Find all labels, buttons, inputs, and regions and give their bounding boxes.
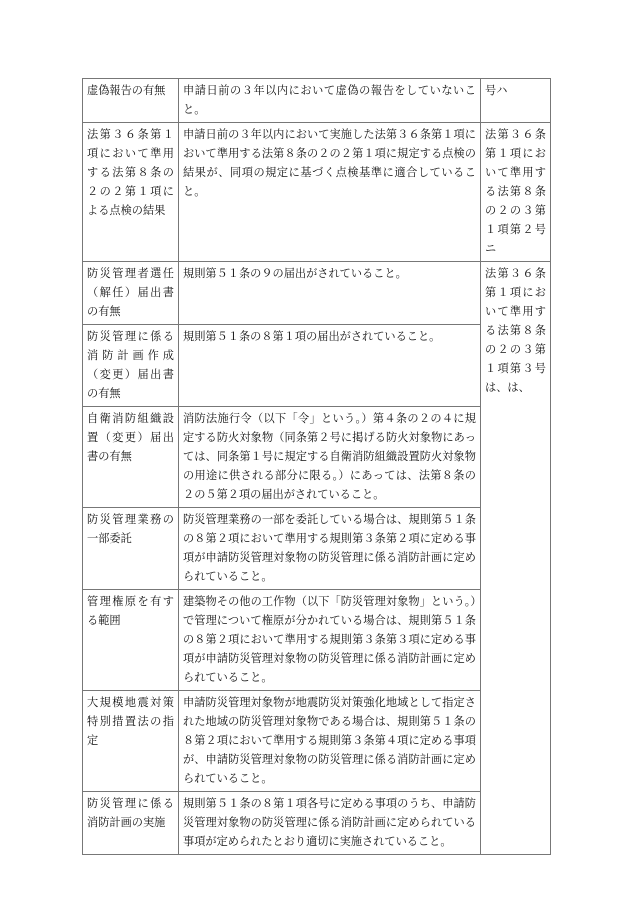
table-row bbox=[83, 508, 551, 590]
table-row bbox=[83, 792, 551, 855]
standard-cell: 防災管理業務の一部を委託している場合は、規則第５１条の８第２項において準用する規則第３条第２項に定める事項が申請防災管理対象物の防災管理に係る消防計画に定められていること。 bbox=[179, 508, 481, 590]
table-row bbox=[83, 262, 551, 325]
item-cell: 虚偽報告の有無 bbox=[83, 79, 179, 123]
item-cell: 法第３６条第１項において準用する法第８条の２の２第１項による点検の結果 bbox=[83, 123, 179, 262]
item-cell: 防災管理に係る消防計画の実施 bbox=[83, 792, 179, 855]
item-cell: 防災管理に係る消防計画作成（変更）届出書の有無 bbox=[83, 325, 179, 407]
standard-cell: 申請日前の３年以内において虚偽の報告をしていないこと。 bbox=[179, 79, 481, 123]
item-cell: 自衛消防組織設置（変更）届出書の有無 bbox=[83, 407, 179, 508]
standard-cell: 申請防災管理対象物が地震防災対策強化地域として指定された地域の防災管理対象物である場合は、規則第５１条の８第２項において準用する規則第３条第４項に定める事項が、申請防災管理対象物の防災管理に係る消防計画に定められていること。 bbox=[179, 691, 481, 792]
table-row bbox=[83, 325, 551, 407]
table-row bbox=[83, 590, 551, 691]
item-cell: 大規模地震対策特別措置法の指定 bbox=[83, 691, 179, 792]
standard-cell: 規則第５１条の８第１項各号に定める事項のうち、申請防災管理対象物の防災管理に係る消防計画に定められている事項が定められたとおり適切に実施されていること。 bbox=[179, 792, 481, 855]
item-cell: 防災管理業務の一部委託 bbox=[83, 508, 179, 590]
standard-cell: 規則第５１条の８第１項の届出がされていること。 bbox=[179, 325, 481, 407]
basis-cell: 法第３６条第１項において準用する法第８条の２の３第１項第２号ニ bbox=[481, 123, 551, 262]
table-row bbox=[83, 407, 551, 508]
table-row bbox=[83, 79, 551, 123]
basis-cell: 号ハ bbox=[481, 79, 551, 123]
standard-cell: 申請日前の３年以内において実施した法第３６条第１項において準用する法第８条の２の２第１項に規定する点検の結果が、同項の規定に基づく点検基準に適合していること。 bbox=[179, 123, 481, 262]
item-cell: 管理権原を有する範囲 bbox=[83, 590, 179, 691]
table-row bbox=[83, 691, 551, 792]
table-row bbox=[83, 123, 551, 262]
requirements-table bbox=[82, 78, 551, 855]
standard-cell: 消防法施行令（以下「令」という。）第４条の２の４に規定する防火対象物（同条第２号に掲げる防火対象物にあっては、同条第１号に規定する自衛消防組織設置防火対象物の用途に供される部分に限る。）にあっては、法第８条の２の５第２項の届出がされていること。 bbox=[179, 407, 481, 508]
basis-cell: 法第３６条第１項において準用する法第８条の２の３第１項第３号は、は、 bbox=[481, 262, 551, 855]
standard-cell: 規則第５１条の９の届出がされていること。 bbox=[179, 262, 481, 325]
item-cell: 防災管理者選任（解任）届出書の有無 bbox=[83, 262, 179, 325]
standard-cell: 建築物その他の工作物（以下「防災管理対象物」という。）で管理について権原が分かれている場合は、規則第５１条の８第２項において準用する規則第３条第３項に定める事項が申請防災管理対象物の防災管理に係る消防計画に定められていること。 bbox=[179, 590, 481, 691]
